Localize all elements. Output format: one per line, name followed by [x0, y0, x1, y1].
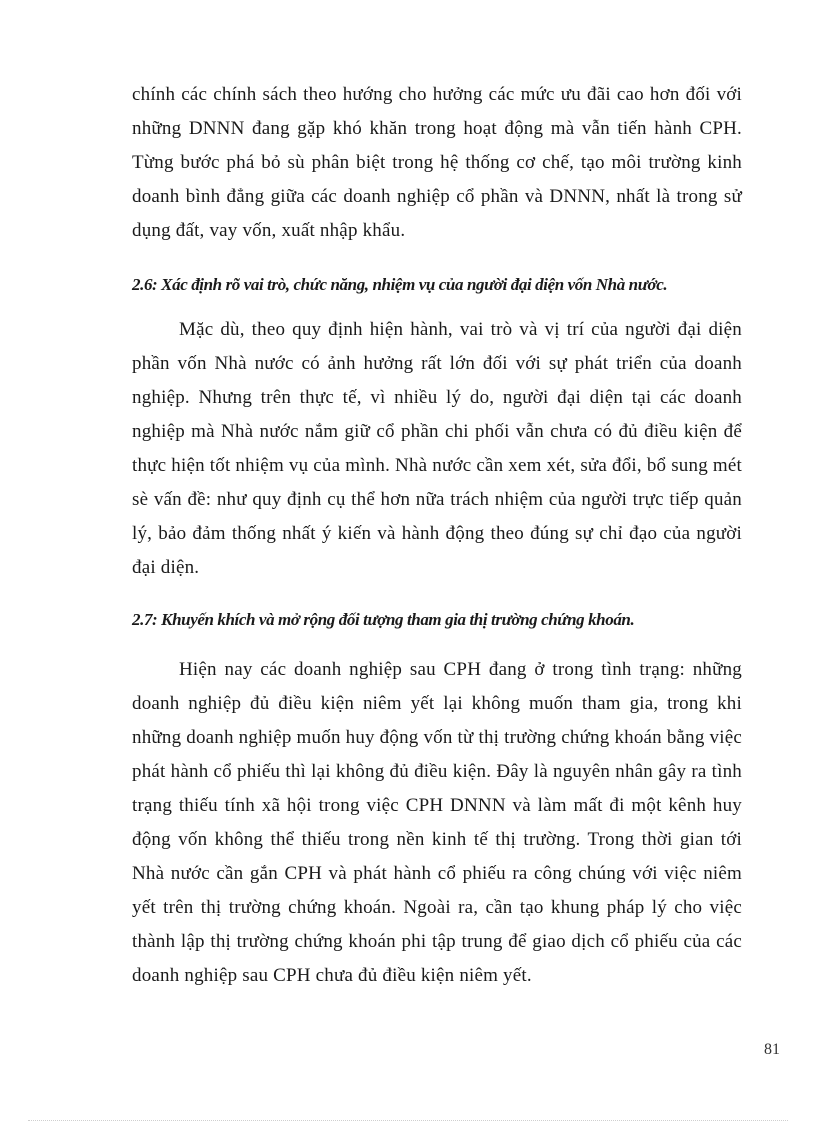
page-number: 81	[764, 1041, 780, 1058]
paragraph-policy-incentives: chính các chính sách theo hướng cho hưởng các mức ưu đãi cao hơn đối với những DNNN đang gặp khó khăn trong hoạt động mà vẫn tiến hành CPH. Từng bước phá bỏ sù phân biệt trong hệ thống cơ chế, tạo môi trường kinh doanh bình đẳng giữa các doanh nghiệp cổ phần và DNNN, nhất là trong sử dụng đất, vay vốn, xuất nhập khẩu.	[132, 84, 742, 241]
paragraph-state-representative: Mặc dù, theo quy định hiện hành, vai trò và vị trí của người đại diện phần vốn Nhà nước có ảnh hưởng rất lớn đối với sự phát triển của doanh nghiệp. Nhưng trên thực tế, vì nhiều lý do, người đại diện tại các doanh nghiệp mà Nhà nước nắm giữ cổ phần chi phối vẫn chưa có đủ điều kiện để thực hiện tốt nhiệm vụ của mình. Nhà nước cần xem xét, sửa đổi, bổ sung mét sè vấn đề: như quy định cụ thể hơn nữa trách nhiệm của người trực tiếp quản lý, bảo đảm thống nhất ý kiến và hành động theo đúng sự chỉ đạo của người đại diện.	[132, 319, 742, 578]
section-heading-2-7: 2.7: Khuyến khích và mở rộng đối tượng tham gia thị trường chứng khoán.	[132, 610, 635, 629]
page-bottom-divider	[28, 1120, 788, 1121]
paragraph-stock-market: Hiện nay các doanh nghiệp sau CPH đang ở trong tình trạng: những doanh nghiệp đủ điều kiện niêm yết lại không muốn tham gia, trong khi những doanh nghiệp muốn huy động vốn từ thị trường chứng khoán bằng việc phát hành cổ phiếu thì lại không đủ điều kiện. Đây là nguyên nhân gây ra tình trạng thiếu tính xã hội trong việc CPH DNNN và làm mất đi một kênh huy động vốn không thể thiếu trong nền kinh tế thị trường. Trong thời gian tới Nhà nước cần gắn CPH và phát hành cổ phiếu ra công chúng với việc niêm yết trên thị trường chứng khoán. Ngoài ra, cần tạo khung pháp lý cho việc thành lập thị trường chứng khoán phi tập trung để giao dịch cổ phiếu của các doanh nghiệp sau CPH chưa đủ điều kiện niêm yết.	[132, 659, 742, 986]
section-heading-2-6: 2.6: Xác định rõ vai trò, chức năng, nhiệm vụ của người đại diện vốn Nhà nước.	[132, 275, 668, 294]
